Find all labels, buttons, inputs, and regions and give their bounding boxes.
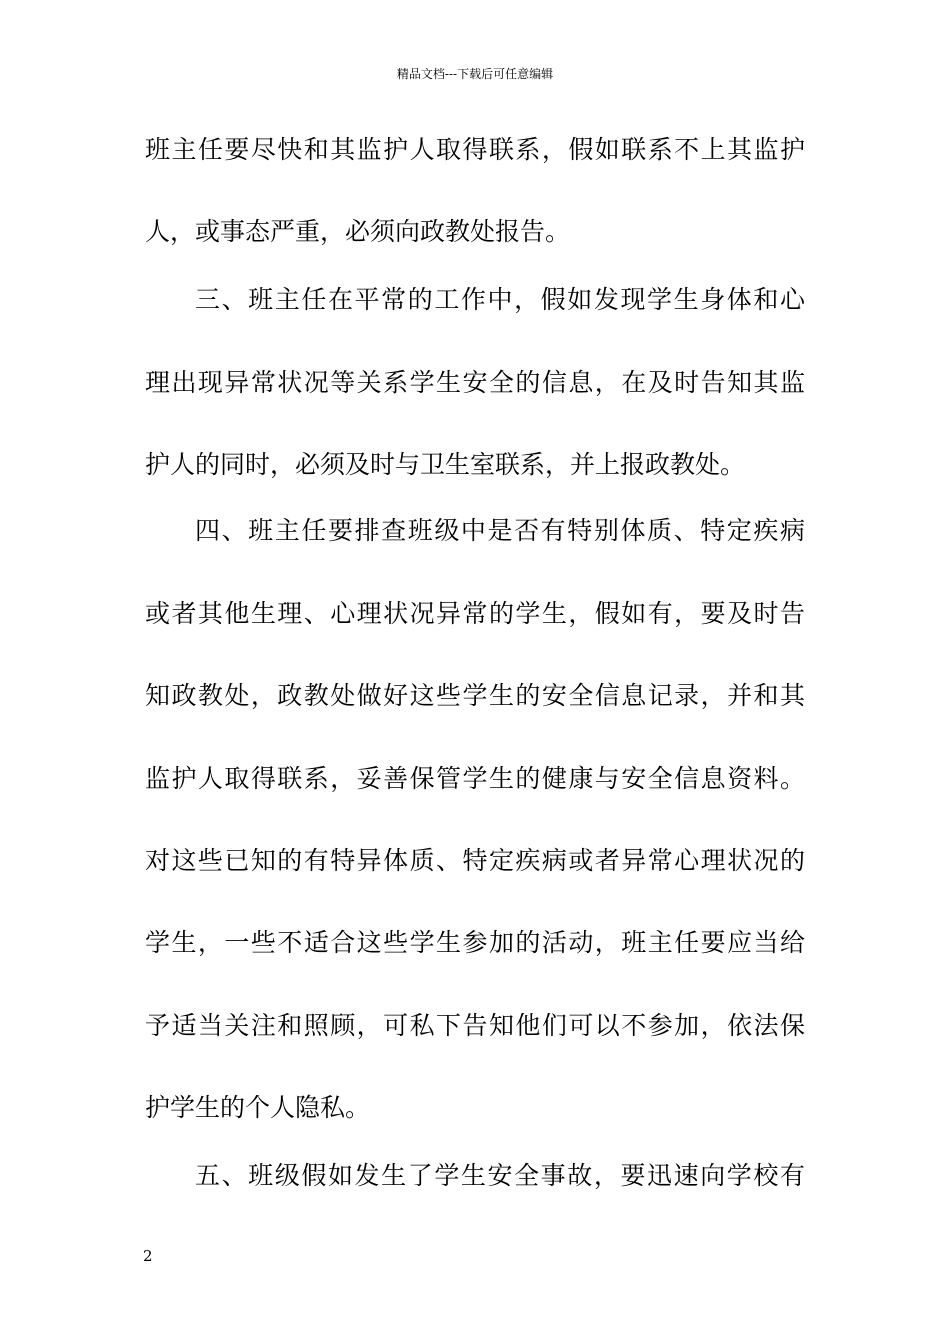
- paragraph-start-line: 四、班主任要排查班级中是否有特别体质、特定疾病: [195, 516, 805, 545]
- page-number: 2: [143, 1247, 153, 1265]
- paragraph-start-line: 三、班主任在平常的工作中，假如发现学生身体和心: [195, 285, 805, 314]
- text-line: 对这些已知的有特异体质、特定疾病或者异常心理状况的: [145, 846, 805, 875]
- text-line: 理出现异常状况等关系学生安全的信息，在及时告知其监: [145, 368, 805, 397]
- page-header: 精品文档---下载后可任意编辑: [396, 67, 554, 81]
- paragraph-start-line: 五、班级假如发生了学生安全事故，要迅速向学校有: [195, 1161, 805, 1190]
- text-line: 护人的同时，必须及时与卫生室联系，并上报政教处。: [145, 450, 746, 479]
- text-line: 予适当关注和照顾，可私下告知他们可以不参加，依法保: [145, 1011, 805, 1040]
- text-line: 班主任要尽快和其监护人取得联系，假如联系不上其监护: [145, 135, 805, 164]
- text-line: 监护人取得联系，妥善保管学生的健康与安全信息资料。: [145, 764, 805, 793]
- text-line: 知政教处，政教处做好这些学生的安全信息记录，并和其: [145, 681, 805, 710]
- text-line: 学生，一些不适合这些学生参加的活动，班主任要应当给: [145, 928, 805, 957]
- text-line: 或者其他生理、心理状况异常的学生，假如有，要及时告: [145, 599, 805, 628]
- text-line: 护学生的个人隐私。: [145, 1093, 371, 1122]
- text-line: 人，或事态严重，必须向政教处报告。: [145, 217, 571, 246]
